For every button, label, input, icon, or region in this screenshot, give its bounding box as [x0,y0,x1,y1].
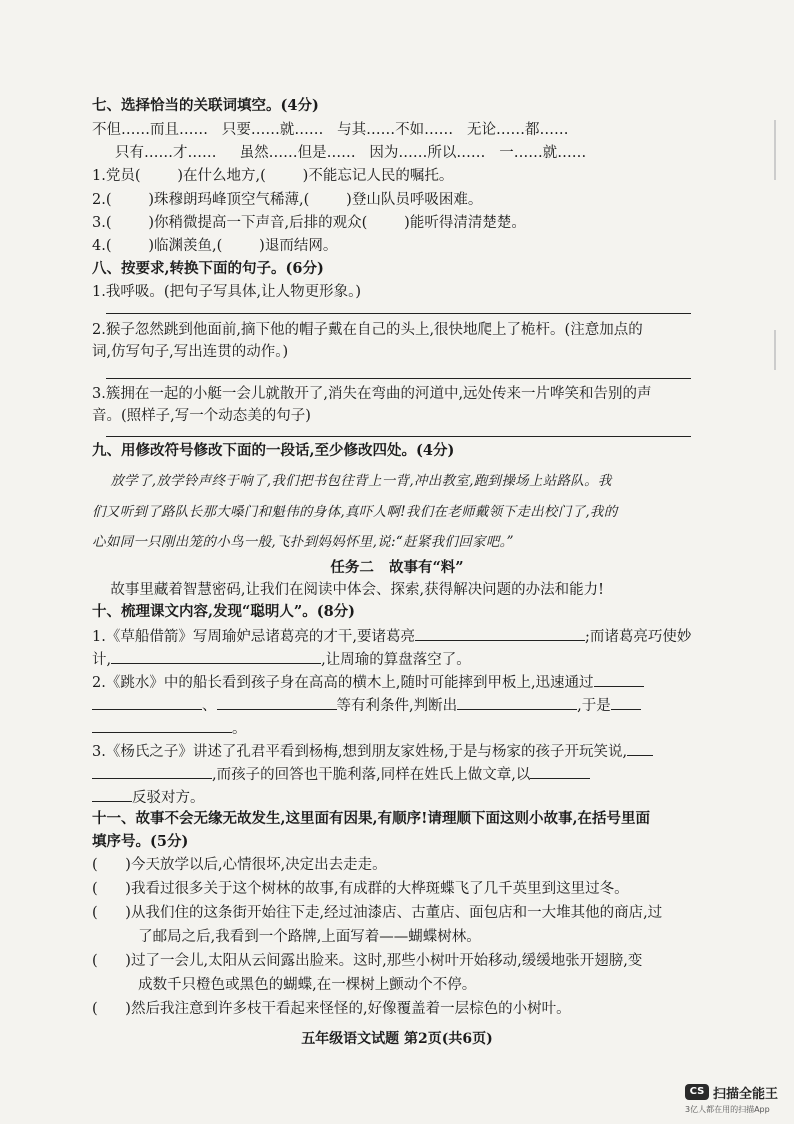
section-10-question-3-line-3 [92,786,205,808]
scanner-logo-icon: CS [685,1084,709,1100]
section-10-question-2-line-1 [92,671,644,693]
blank [92,694,202,710]
q3-text-c: 反驳对方。 [132,790,205,806]
blank [217,694,337,710]
scanner-watermark [683,1082,793,1122]
blank [92,763,212,779]
blank [594,671,644,687]
section-8-question-2-line-1: 2.猴子忽然跳到他面前,摘下他的帽子戴在自己的头上,很快地爬上了桅杆。(注意加点的 [92,322,643,338]
section-7-question-1: 1.党员( )在什么地方,( )不能忘记人民的嘱托。 [92,168,454,184]
section-11-title-line-2: 填序号。(5分) [92,833,189,850]
story-item: ( )然后我注意到许多枝干看起来怪怪的,好像覆盖着一层棕色的小树叶。 [92,1001,571,1017]
q1-text-b: ;而诸葛亮巧使妙 [584,629,692,645]
q1-text-c: 计, [92,652,112,668]
story-item: ( )从我们住的这条街开始往下走,经过油漆店、古董店、面包店和一大堆其他的商店,过 [92,905,663,921]
q2-text-b: 、 [202,698,217,714]
story-item-continued: 成数千只橙色或黑色的蝴蝶,在一棵树上颤动个不停。 [92,977,477,993]
section-8-question-3-line-2: 音。(照样子,写一个动态美的句子) [92,408,311,424]
section-7-question-2: 2.( )珠穆朗玛峰顶空气稀薄,( )登山队员呼吸困难。 [92,192,483,208]
story-item: ( )今天放学以后,心情很坏,决定出去走走。 [92,857,387,873]
blank [92,717,232,733]
q3-text-b: ,而孩子的回答也干脆利落,同样在姓氏上做文章,以 [212,767,531,783]
section-9-title: 九、用修改符号修改下面的一段话,至少修改四处。(4分) [92,442,455,459]
scan-edge-mark [774,120,776,180]
section-10-question-3-line-2 [92,763,590,785]
story-item-continued: 了邮局之后,我看到一个路牌,上面写着——蝴蝶树林。 [92,929,481,945]
section-8-question-2-line-2: 词,仿写句子,写出连贯的动作。) [92,344,289,360]
section-10-question-1-line-2 [92,648,471,670]
blank [530,763,590,779]
section-10-question-1-line-1 [92,625,691,647]
page-footer: 五年级语文试题 第2页(共6页) [301,1031,493,1047]
blank [627,740,653,756]
scanner-logo-name: 扫描全能王 [713,1087,779,1102]
q2-text-d: ,于是 [577,698,611,714]
blank [457,694,577,710]
answer-line [106,436,691,437]
section-11-title-line-1: 十一、故事不会无缘无故发生,这里面有因果,有顺序!请理顺下面这则小故事,在括号里面 [92,810,651,827]
q3-text-a: 3.《杨氏之子》讲述了孔君平看到杨梅,想到朋友家姓杨,于是与杨家的孩子开玩笑说, [92,744,628,760]
section-10-question-2-line-3 [92,717,247,739]
section-10-question-3-line-1 [92,740,653,762]
q2-text-c: 等有利条件,判断出 [336,698,458,714]
answer-line [106,378,691,379]
blank [111,648,321,664]
task-2-intro: 故事里藏着智慧密码,让我们在阅读中体会、探索,获得解决问题的办法和能力! [92,582,604,598]
paragraph-to-revise-line-3: 心如同一只刚出笼的小鸟一般,飞扑到妈妈怀里,说:“赶紧我们回家吧。” [92,534,514,550]
story-item: ( )过了一会儿,太阳从云间露出脸来。这时,那些小树叶开始移动,缓缓地张开翅膀,变 [92,953,643,969]
scanner-logo-tagline: 3亿人都在用的扫描App [685,1105,770,1114]
paragraph-to-revise-line-2: 们又听到了路队长那大嗓门和魁伟的身体,真吓人啊!我们在老师戴领下走出校门了,我的 [92,504,618,520]
blank [92,786,132,802]
section-10-title: 十、梳理课文内容,发现“聪明人”。(8分) [92,603,356,620]
q1-text-a: 1.《草船借箭》写周瑜妒忌诸葛亮的才干,要诸葛亮 [92,629,415,645]
answer-line [106,313,691,314]
story-item: ( )我看过很多关于这个树林的故事,有成群的大桦斑蝶飞了几千英里到这里过冬。 [92,881,629,897]
section-8-title: 八、按要求,转换下面的句子。(6分) [92,260,324,277]
conjunction-options-row-2: 只有……才…… 虽然……但是…… 因为……所以…… 一……就…… [92,145,587,161]
conjunction-options-row-1: 不但……而且…… 只要……就…… 与其……不如…… 无论……都…… [92,122,569,138]
scan-edge-mark [774,330,776,370]
section-7-question-3: 3.( )你稍微提高一下声音,后排的观众( )能听得清清楚楚。 [92,215,526,231]
section-7-question-4: 4.( )临渊羡鱼,( )退而结网。 [92,238,338,254]
q2-text-e: 。 [232,721,247,737]
blank [415,625,585,641]
q2-text-a: 2.《跳水》中的船长看到孩子身在高高的横木上,随时可能摔到甲板上,迅速通过 [92,675,594,691]
section-8-question-1: 1.我呼吸。(把句子写具体,让人物更形象。) [92,284,362,300]
section-7-title: 七、选择恰当的关联词填空。(4分) [92,97,319,114]
section-8-question-3-line-1: 3.簇拥在一起的小艇一会儿就散开了,消失在弯曲的河道中,远处传来一片哗笑和告别的声 [92,386,652,402]
blank [611,694,641,710]
section-10-question-2-line-2 [92,694,641,716]
task-2-title: 任务二 故事有“料” [330,559,464,576]
q1-text-d: ,让周瑜的算盘落空了。 [321,652,471,668]
paragraph-to-revise-line-1: 放学了,放学铃声终于响了,我们把书包往背上一背,冲出教室,跑到操场上站路队。我 [92,473,612,489]
